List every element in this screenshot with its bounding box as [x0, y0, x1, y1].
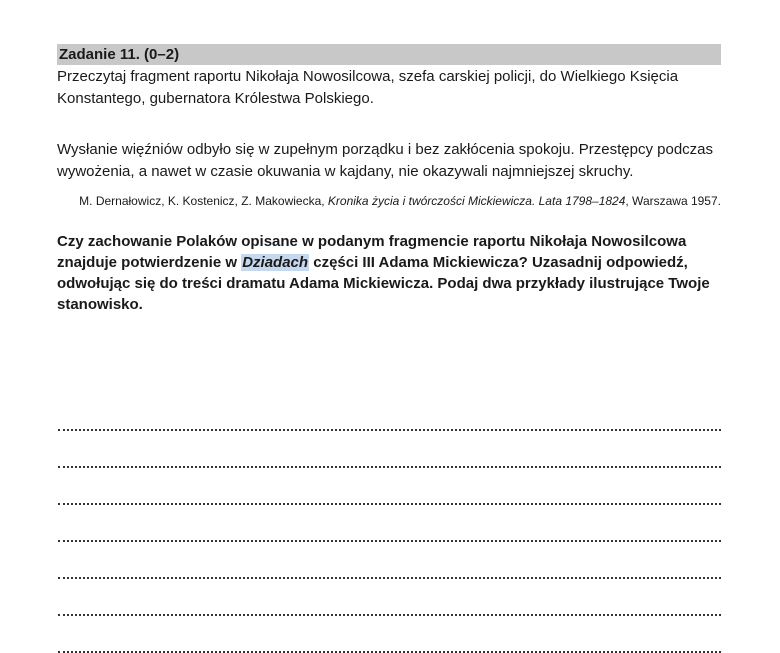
answer-line[interactable] [57, 431, 721, 468]
task-intro: Przeczytaj fragment raportu Nikołaja Nowosilcowa, szefa carskiej policji, do Wielkiego Księcia Konstantego, gubernatora Królestwa Polskiego. [57, 68, 679, 107]
citation-place-year: , Warszawa 1957. [625, 194, 721, 208]
answer-line[interactable] [57, 505, 721, 542]
question-text [57, 231, 721, 315]
answer-line[interactable] [57, 394, 721, 431]
answer-line[interactable] [57, 579, 721, 616]
question-work-title[interactable]: Dziadach [242, 254, 309, 271]
exam-page [57, 44, 721, 315]
question-part-1: Czy zachowanie Polaków opisane w podanym fragmencie raportu Nikołaja Nowosilcowa znajduje potwierdzenie w [57, 233, 687, 271]
answer-line[interactable] [57, 542, 721, 579]
citation-title: Kronika życia i twórczości Mickiewicza. Lata 1798–1824 [327, 194, 626, 208]
source-citation [57, 192, 721, 211]
task-header: Zadanie 11. (0–2) [57, 44, 721, 65]
answer-area[interactable] [57, 394, 721, 653]
answer-line[interactable] [57, 468, 721, 505]
citation-authors: M. Dernałowicz, K. Kostenicz, Z. Makowiecka, [79, 194, 328, 208]
question-part-2: części III Adama Mickiewicza? Uzasadnij odpowiedź, odwołując się do treści dramatu Adama Mickiewicza. Podaj dwa przykłady ilustrujące Twoje stanowisko. [57, 254, 710, 313]
report-quote: Wysłanie więźniów odbyło się w zupełnym porządku i bez zakłócenia spokoju. Przestępcy podczas wywożenia, a nawet w czasie okuwania w kajdany, nie okazywali najmniejszej skruchy. [57, 141, 714, 180]
